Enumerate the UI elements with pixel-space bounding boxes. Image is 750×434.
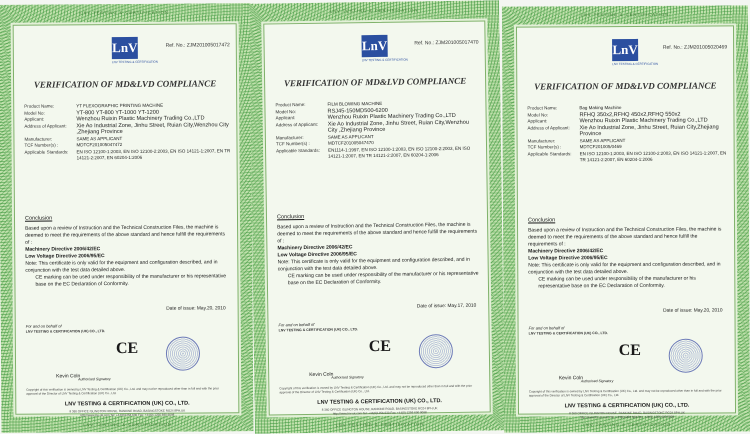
on-behalf-text: For and on behalf of bbox=[25, 323, 62, 329]
address-label: Address of Applicant: bbox=[527, 124, 570, 131]
footer-web-line: http://www.lnv-uk.com Tel: +44(0)1256 630 Fax: +44(0) 1256 690 9098 bbox=[80, 412, 175, 418]
product-value: FILM BLOWING MACHINE bbox=[327, 100, 383, 107]
certificate-title: VERIFICATION OF MD&LVD COMPLIANCE bbox=[534, 80, 717, 92]
applicant-value: Wenzhou Ruixin Plastic Machinery Trading Co.,LTD bbox=[579, 117, 708, 125]
bottom-ribbon-text: LNV TESTING & CERTIFICATION bbox=[582, 421, 672, 428]
footer-address bbox=[519, 410, 735, 419]
logo-letters: LnV bbox=[612, 39, 638, 61]
product-label: Product Name: bbox=[275, 101, 306, 108]
fields-block bbox=[24, 102, 230, 162]
logo-caption: LNV TESTING & CERTIFICATION bbox=[111, 59, 158, 65]
footer-web-line: http://www.lnv-uk.com Tel: +44(0)1256 630 Fax: +44(0) 1256 690 9098 bbox=[580, 414, 674, 420]
address-value: Xie Ao Industrial Zone, Jinhu Street, Ruian City,Wenzhou City ,Zhejiang Province bbox=[327, 119, 470, 134]
conclusion-text bbox=[25, 224, 229, 288]
copyright-note: Copyright of this verification is owned by LNV Testing & Certification (UK) Co., Ltd. and may not be reproduced other than in full and with the prior approval of the Director of LNV Testing & Certification (UK) Co., Ltd. bbox=[528, 388, 722, 398]
signer-name: Kevin Coln bbox=[309, 371, 334, 378]
standards-label: Applicable Standards: bbox=[527, 150, 572, 157]
lnv-logo bbox=[111, 37, 158, 67]
model-value: YT-800 YT-800 YT-1000 YT-1200 bbox=[76, 109, 160, 116]
tcf-label: TCF Number(s) : bbox=[275, 140, 310, 147]
tcf-value: MDTCF201005047472 bbox=[76, 142, 123, 148]
directive-md: Machinery Directive 2006/42/EC bbox=[277, 244, 353, 252]
note-ce-marking: CE marking can be used under responsibility of the manufacturer or his representative base on the EC Declaration of Conformity. bbox=[538, 275, 696, 290]
footer-company: LNV TESTING & CERTIFICATION (UK) CO., LTD. bbox=[317, 398, 442, 406]
conclusion-intro: Based upon a review of Instruction and the Technical Construction Files, the machine is deemed to meet the requirements of the above standard and hence fulfill the requirements of : bbox=[277, 221, 478, 245]
tcf-label: TCF Number(s) : bbox=[527, 144, 562, 150]
footer-company: LNV TESTING & CERTIFICATION (UK) CO., LTD. bbox=[564, 402, 690, 410]
copyright-note: Copyright of this verification is owned by LNV Testing & Certification (UK) Co., Ltd. and may not be reproduced other than in full and with the prior approval of the Director of LNV Testing & Certification (UK) Co., Ltd. bbox=[26, 386, 219, 396]
certificate-body bbox=[263, 20, 490, 415]
conclusion-intro: Based upon a review of Instruction and the Technical Construction Files, the machine is deemed to meet the requirements of the above standard and hence fulfill the requirements of : bbox=[25, 224, 225, 246]
certificate-2 bbox=[249, 0, 505, 433]
footer-address-line: 8 360 OFFICE ISLINGTON HOUSE, RANKINE ROAD, BASINGSTOKE RG24 8PH,UK bbox=[569, 410, 685, 416]
certificate-body bbox=[13, 23, 240, 418]
standards-value: EN ISO 12100-1:2003, EN ISO 12100-2:2003, EN ISO 14121-1:2007, EN TR 14121-2:2007, EN 60204-1:2006 bbox=[579, 149, 727, 163]
logo-caption: LNV TESTING & CERTIFICATION bbox=[612, 61, 659, 67]
lnv-company-small: LNV TESTING & CERTIFICATION (UK) CO., LTD. bbox=[278, 327, 358, 333]
applicant-value: Wenzhou Ruixin Plastic Machinery Trading Co.,LTD bbox=[76, 115, 205, 123]
tcf-value: MDTCF201005047470 bbox=[327, 140, 374, 146]
conclusion-text bbox=[528, 226, 726, 290]
conclusion-heading: Conclusion bbox=[24, 215, 53, 222]
directive-md: Machinery Directive 2006/42/EC bbox=[528, 248, 604, 255]
on-behalf-text: For and on behalf of bbox=[528, 325, 565, 331]
model-value: RFHQ 350x2,RFHQ 450x2,RFHQ 550x2 bbox=[579, 111, 681, 118]
top-ribbon-text: LNV TESTING & CERTIFICATION bbox=[329, 7, 419, 14]
address-value: Xie Ao Industrial Zone, Jinhu Street, Ruian City,Zhejiang Province bbox=[579, 124, 719, 138]
address-label: Address of Applicant: bbox=[24, 122, 67, 129]
lnv-company-small: LNV TESTING & CERTIFICATION (UK) CO., LTD. bbox=[25, 329, 106, 334]
directive-lvd: Low Voltage Directive 2006/95/EC bbox=[25, 253, 105, 260]
certificate-body bbox=[516, 25, 736, 420]
footer-company: LNV TESTING & CERTIFICATION (UK) CO., LTD. bbox=[64, 400, 190, 408]
bottom-ribbon-text: LNV TESTING & CERTIFICATION bbox=[83, 421, 172, 428]
bottom-ribbon-text: LNV TESTING & CERTIFICATION bbox=[335, 421, 425, 428]
certificate-title: VERIFICATION OF MD&LVD COMPLIANCE bbox=[283, 75, 467, 89]
manufacturer-value: SAME AS APPLICANT bbox=[579, 137, 626, 143]
reference-number: Ref. No.: ZJM201005017472 bbox=[165, 42, 230, 49]
applicant-label: Applicant: bbox=[275, 115, 296, 121]
note-ce-marking: CE marking can be used under responsibility of the manufacturer or his representative base on the EC Declaration of Conformity. bbox=[35, 273, 227, 288]
logo-letters: LnV bbox=[112, 37, 138, 59]
product-label: Product Name: bbox=[24, 103, 55, 109]
company-seal bbox=[669, 339, 703, 373]
lnv-logo bbox=[612, 39, 659, 69]
model-label: Model No: bbox=[275, 108, 297, 114]
conclusion-intro: Based upon a review of Instruction and the Technical Construction Files, the machine is deemed to meet the requirements of the above standard and hence fulfill the requirements of : bbox=[528, 226, 722, 248]
signer-name: Kevin Coln bbox=[56, 373, 81, 380]
tcf-value: MDTCF201005/0469 bbox=[579, 144, 622, 150]
applicant-label: Applicant: bbox=[24, 116, 45, 122]
on-behalf-text: For and on behalf of bbox=[278, 321, 315, 328]
product-value: YT FLEXOGRAPHIC PRINTING MACHINE bbox=[76, 102, 164, 109]
note-validity: Note: This certificate is only valid for the equipment and configuration described, and in conjunction with the test data detailed above. bbox=[25, 259, 218, 274]
copyright-note: Copyright of this verification is owned by LNV Testing & Certification (UK) Co., Ltd. and may not be reproduced other than in full and with the prior approval of the Director of LNV Testing & Certification (UK) Co., Ltd. bbox=[279, 383, 473, 395]
manufacturer-label: Manufacturer: bbox=[24, 136, 53, 142]
directive-lvd: Low Voltage Directive 2006/95/EC bbox=[277, 251, 357, 259]
model-label: Model No: bbox=[527, 111, 548, 118]
standards-value: EN1114-1:1997, EN ISO 12100-1:2003, EN ISO 12100-2:2003, EN ISO 14121-1:2007, EN TR 14121-2:2007, EN 60204-1:2006 bbox=[328, 145, 471, 159]
note-ce-marking: CE marking can be used under responsibility of the manufacturer or his representative base on the EC Declaration of Conformity. bbox=[287, 270, 479, 287]
issue-date: Date of issue: May.20, 2010 bbox=[166, 306, 226, 312]
address-value: Xie Ao Industrial Zone, Jinhu Street, Ruian City,Wenzhou City ,Zhejiang Province bbox=[76, 121, 229, 136]
product-label: Product Name: bbox=[527, 105, 558, 111]
fields-block bbox=[275, 100, 480, 161]
tcf-label: TCF Number(s) : bbox=[24, 142, 59, 148]
conclusion-heading: Conclusion bbox=[276, 214, 305, 221]
manufacturer-label: Manufacturer: bbox=[275, 134, 304, 140]
logo-caption: LNV TESTING & CERTIFICATION bbox=[361, 57, 408, 63]
standards-label: Applicable Standards: bbox=[24, 148, 69, 155]
note-validity: Note: This certificate is only valid for the equipment and configuration described, and in conjunction with the test data detailed above. bbox=[277, 256, 470, 273]
certificate-3 bbox=[502, 5, 750, 432]
applicant-label: Applicant: bbox=[527, 118, 548, 124]
manufacturer-value: SAME AS APPLICANT bbox=[327, 133, 374, 140]
directive-md: Machinery Directive 2006/42/EC bbox=[25, 246, 101, 253]
footer-address-line: 8 360 OFFICE ISLINGTON HOUSE, RANKINE ROAD, BASINGSTOKE RG24 8PH,UK bbox=[69, 408, 186, 414]
fields-block bbox=[527, 104, 727, 164]
model-value: RSJ45-150MD500-6200 bbox=[327, 107, 388, 115]
signer-title: Authorised Signatory bbox=[78, 377, 111, 382]
logo-letters: LnV bbox=[361, 35, 387, 57]
certificate-title: VERIFICATION OF MD&LVD COMPLIANCE bbox=[33, 78, 217, 90]
conclusion-heading: Conclusion bbox=[527, 217, 556, 224]
standards-value: EN ISO 12100-1:2003, EN ISO 12100-2:2003, EN ISO 14121-1:2007, EN TR 14121-2:2007, EN 60204-1:2006 bbox=[76, 147, 231, 161]
footer-address bbox=[16, 408, 238, 418]
certificate-1 bbox=[0, 3, 253, 433]
signer-name: Kevin Coln bbox=[558, 375, 584, 382]
model-label: Model No: bbox=[24, 110, 45, 116]
ce-mark: CE bbox=[368, 337, 392, 356]
note-validity: Note: This certificate is only valid for the equipment and configuration described, and in conjunction with the test data detailed above. bbox=[528, 261, 721, 276]
footer-web-line: http://www.lnv-uk.com Tel: +44(0)1256 630 Fax: +44(0) 1256 690 9098 bbox=[332, 410, 427, 416]
conclusion-text bbox=[277, 222, 480, 288]
standards-label: Applicable Standards: bbox=[276, 147, 320, 153]
top-ribbon-text: LNV TESTING & CERTIFICATION bbox=[580, 11, 670, 18]
product-value: Bag Making Machine bbox=[579, 105, 622, 111]
issue-date: Date of issue: May.20, 2010 bbox=[663, 308, 723, 314]
address-label: Address of Applicant: bbox=[275, 121, 319, 127]
lnv-logo bbox=[361, 35, 408, 65]
issue-date: Date of issue: May.17, 2010 bbox=[416, 303, 477, 310]
lnv-company-small: LNV TESTING & CERTIFICATION (UK) CO., LTD. bbox=[528, 331, 609, 336]
signer-title: Authorised Signatory bbox=[331, 375, 364, 380]
manufacturer-value: SAME AS APPLICANT bbox=[76, 135, 123, 141]
company-seal bbox=[166, 336, 200, 370]
directive-lvd: Low Voltage Directive 2006/95/EC bbox=[528, 255, 608, 262]
company-seal bbox=[419, 334, 453, 368]
ce-mark: CE bbox=[618, 341, 641, 360]
applicant-value: Wenzhou Ruixin Plastic Machinery Trading Co.,LTD bbox=[327, 112, 456, 121]
manufacturer-label: Manufacturer: bbox=[527, 137, 556, 144]
reference-number: Ref. No.: ZJM201005020469 bbox=[662, 44, 728, 51]
reference-number: Ref. No.: ZJM201005017470 bbox=[414, 39, 479, 47]
footer-address-line: 8 360 OFFICE ISLINGTON HOUSE, RANKINE ROAD, BASINGSTOKE RG24 8PH,UK bbox=[321, 406, 438, 412]
ce-mark: CE bbox=[115, 339, 139, 358]
top-ribbon-text: LNV TESTING & CERTIFICATION bbox=[80, 9, 169, 16]
signer-title: Authorised Signatory bbox=[580, 379, 614, 384]
